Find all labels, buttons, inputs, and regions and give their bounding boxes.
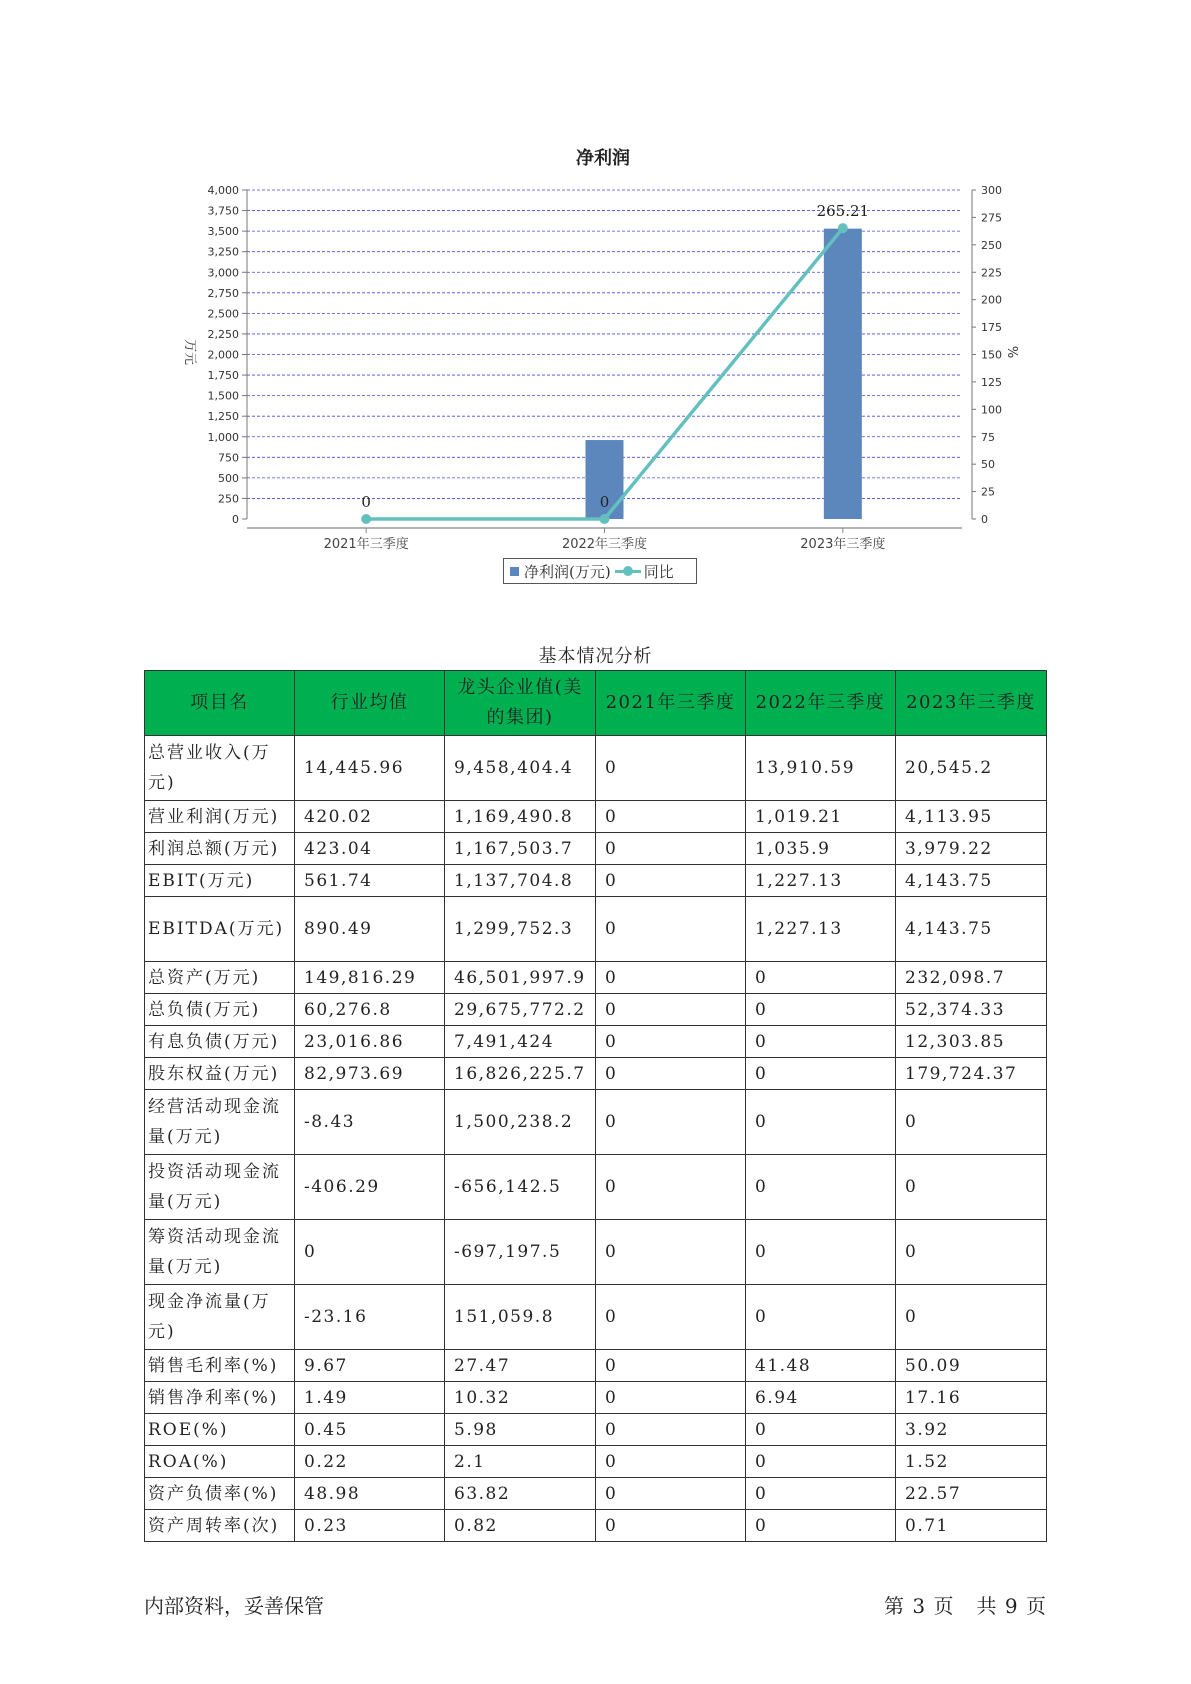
table-cell: 0.22 bbox=[295, 1446, 445, 1478]
table-cell: 27.47 bbox=[445, 1350, 596, 1382]
table-cell: 14,445.96 bbox=[295, 736, 445, 801]
page-suffix: 页 bbox=[1026, 1594, 1047, 1618]
table-cell: 48.98 bbox=[295, 1478, 445, 1510]
point-yoy bbox=[600, 514, 610, 524]
table-cell: 17.16 bbox=[896, 1382, 1047, 1414]
table-cell: 151,059.8 bbox=[445, 1285, 596, 1350]
table-cell: 0 bbox=[596, 801, 746, 833]
y2-tick-label: 0 bbox=[981, 513, 988, 526]
y-tick-label: 2,000 bbox=[207, 348, 239, 362]
table-cell: 0 bbox=[746, 1510, 896, 1542]
y2-tick-label: 50 bbox=[981, 458, 995, 472]
row-item-name: EBIT(万元) bbox=[145, 865, 295, 897]
point-yoy bbox=[838, 223, 848, 233]
table-cell: 2.1 bbox=[445, 1446, 596, 1478]
table-body bbox=[145, 736, 1047, 1542]
y-tick-label: 2,250 bbox=[207, 327, 239, 341]
y2-tick-label: 275 bbox=[981, 211, 1002, 225]
table-cell: 1,500,238.2 bbox=[445, 1090, 596, 1155]
data-label-yoy: 0 bbox=[361, 493, 371, 511]
table-cell: -697,197.5 bbox=[445, 1220, 596, 1285]
y-tick-label: 0 bbox=[232, 513, 239, 526]
table-cell: 0 bbox=[596, 833, 746, 865]
table-cell: 0.23 bbox=[295, 1510, 445, 1542]
table-cell: 9.67 bbox=[295, 1350, 445, 1382]
table-row bbox=[145, 1026, 1047, 1058]
point-yoy bbox=[361, 514, 371, 524]
y-tick-label: 3,000 bbox=[207, 266, 239, 280]
table-cell: 29,675,772.2 bbox=[445, 994, 596, 1026]
data-label-yoy: 0 bbox=[599, 493, 610, 511]
row-item-name: 利润总额(万元) bbox=[145, 833, 295, 865]
y2-tick-label: 175 bbox=[981, 321, 1002, 335]
table-cell: 1,227.13 bbox=[746, 897, 896, 962]
footer-page-number bbox=[884, 1590, 1047, 1619]
table-cell: 0 bbox=[746, 1414, 896, 1446]
row-item-name: 有息负债(万元) bbox=[145, 1026, 295, 1058]
analysis-table bbox=[144, 670, 1047, 1542]
table-cell: 0 bbox=[746, 1026, 896, 1058]
y2-tick-label: 25 bbox=[981, 485, 995, 499]
table-cell: 0 bbox=[596, 1382, 746, 1414]
table-cell: 10.32 bbox=[445, 1382, 596, 1414]
page-total-prefix: 共 bbox=[976, 1594, 998, 1618]
row-item-name: 销售净利率(%) bbox=[145, 1382, 295, 1414]
row-item-name: 现金净流量(万元) bbox=[145, 1285, 295, 1350]
table-cell: 0 bbox=[896, 1285, 1047, 1350]
page-current: 3 bbox=[912, 1594, 927, 1618]
table-cell: -656,142.5 bbox=[445, 1155, 596, 1220]
x-tick-label: 2022年三季度 bbox=[561, 537, 648, 552]
row-item-name: 经营活动现金流量(万元) bbox=[145, 1090, 295, 1155]
table-cell: 0 bbox=[596, 1090, 746, 1155]
table-cell: 0 bbox=[596, 1058, 746, 1090]
table-cell: 1.49 bbox=[295, 1382, 445, 1414]
table-cell: 0 bbox=[746, 1220, 896, 1285]
row-item-name: ROE(%) bbox=[145, 1414, 295, 1446]
table-row bbox=[145, 1220, 1047, 1285]
column-header: 2022年三季度 bbox=[746, 671, 896, 736]
table-cell: 1,167,503.7 bbox=[445, 833, 596, 865]
y-tick-label: 500 bbox=[218, 471, 239, 485]
table-cell: 0 bbox=[596, 1026, 746, 1058]
row-item-name: 营业利润(万元) bbox=[145, 801, 295, 833]
table-row bbox=[145, 962, 1047, 994]
y2-tick-label: 75 bbox=[981, 430, 995, 444]
table-cell: 0 bbox=[896, 1090, 1047, 1155]
column-header: 行业均值 bbox=[295, 671, 445, 736]
footer-confidential: 内部资料，妥善保管 bbox=[144, 1594, 324, 1618]
table-row bbox=[145, 1382, 1047, 1414]
legend-bar-label: 净利润(万元) bbox=[524, 562, 611, 581]
table-cell: 0 bbox=[596, 897, 746, 962]
row-item-name: 销售毛利率(%) bbox=[145, 1350, 295, 1382]
table-row bbox=[145, 1155, 1047, 1220]
table-cell: 13,910.59 bbox=[746, 736, 896, 801]
table-cell: 52,374.33 bbox=[896, 994, 1047, 1026]
table-cell: 41.48 bbox=[746, 1350, 896, 1382]
page-prefix: 第 bbox=[884, 1594, 906, 1618]
net-profit-chart bbox=[0, 0, 1191, 620]
table-row bbox=[145, 1414, 1047, 1446]
y2-tick-label: 125 bbox=[981, 375, 1002, 389]
table-cell: 0 bbox=[746, 1155, 896, 1220]
y-tick-label: 1,500 bbox=[207, 389, 239, 403]
table-cell: 0 bbox=[896, 1155, 1047, 1220]
table-cell: 0 bbox=[596, 1350, 746, 1382]
table-cell: 0 bbox=[596, 1478, 746, 1510]
table-cell: 82,973.69 bbox=[295, 1058, 445, 1090]
y-tick-label: 3,750 bbox=[207, 204, 239, 218]
table-row bbox=[145, 1510, 1047, 1542]
table-cell: 1.52 bbox=[896, 1446, 1047, 1478]
row-item-name: ROA(%) bbox=[145, 1446, 295, 1478]
y2-axis-label: % bbox=[1004, 345, 1019, 359]
table-row bbox=[145, 1350, 1047, 1382]
y-tick-label: 250 bbox=[218, 492, 239, 506]
legend-line-swatch bbox=[615, 566, 641, 576]
row-item-name: 筹资活动现金流量(万元) bbox=[145, 1220, 295, 1285]
table-cell: 0 bbox=[746, 1446, 896, 1478]
table-row bbox=[145, 833, 1047, 865]
table-cell: 0 bbox=[896, 1220, 1047, 1285]
table-cell: 0.45 bbox=[295, 1414, 445, 1446]
table-cell: 12,303.85 bbox=[896, 1026, 1047, 1058]
table-cell: 232,098.7 bbox=[896, 962, 1047, 994]
table-cell: 60,276.8 bbox=[295, 994, 445, 1026]
table-cell: 3,979.22 bbox=[896, 833, 1047, 865]
row-item-name: 总资产(万元) bbox=[145, 962, 295, 994]
table-cell: 0 bbox=[596, 1285, 746, 1350]
table-cell: 46,501,997.9 bbox=[445, 962, 596, 994]
table-cell: 0 bbox=[596, 736, 746, 801]
table-cell: 0.71 bbox=[896, 1510, 1047, 1542]
table-cell: 7,491,424 bbox=[445, 1026, 596, 1058]
table-row bbox=[145, 1478, 1047, 1510]
table-row bbox=[145, 1090, 1047, 1155]
table-cell: 0 bbox=[746, 1478, 896, 1510]
chart-title: 净利润 bbox=[576, 148, 630, 169]
page-mid: 页 bbox=[933, 1594, 955, 1618]
table-cell: 179,724.37 bbox=[896, 1058, 1047, 1090]
table-cell: 4,143.75 bbox=[896, 865, 1047, 897]
row-item-name: 总负债(万元) bbox=[145, 994, 295, 1026]
table-cell: 149,816.29 bbox=[295, 962, 445, 994]
table-cell: 0 bbox=[596, 962, 746, 994]
table-title: 基本情况分析 bbox=[538, 646, 653, 667]
table-cell: 0 bbox=[596, 994, 746, 1026]
table-cell: 63.82 bbox=[445, 1478, 596, 1510]
table-cell: 0 bbox=[596, 1510, 746, 1542]
table-cell: 0 bbox=[596, 865, 746, 897]
table-cell: -8.43 bbox=[295, 1090, 445, 1155]
x-tick-label: 2023年三季度 bbox=[800, 537, 886, 552]
column-header: 2021年三季度 bbox=[596, 671, 746, 736]
chart-legend[interactable] bbox=[503, 558, 697, 584]
column-header: 2023年三季度 bbox=[896, 671, 1047, 736]
y-tick-label: 1,250 bbox=[207, 410, 239, 424]
y2-tick-label: 200 bbox=[981, 293, 1002, 307]
table-cell: 6.94 bbox=[746, 1382, 896, 1414]
table-cell: 1,299,752.3 bbox=[445, 897, 596, 962]
table-cell: 0 bbox=[596, 1220, 746, 1285]
y-axis-label: 万元 bbox=[182, 338, 197, 366]
table-cell: 1,227.13 bbox=[746, 865, 896, 897]
row-item-name: 资产负债率(%) bbox=[145, 1478, 295, 1510]
table-row bbox=[145, 994, 1047, 1026]
y-tick-label: 1,000 bbox=[207, 430, 239, 444]
table-header-row bbox=[145, 671, 1047, 736]
y2-tick-label: 250 bbox=[981, 238, 1002, 252]
chart-canvas bbox=[0, 0, 1191, 620]
table-row bbox=[145, 1058, 1047, 1090]
table-cell: 0 bbox=[746, 1285, 896, 1350]
column-header: 项目名 bbox=[145, 671, 295, 736]
table-cell: 20,545.2 bbox=[896, 736, 1047, 801]
table-cell: -23.16 bbox=[295, 1285, 445, 1350]
page-total: 9 bbox=[1004, 1594, 1019, 1618]
table-row bbox=[145, 736, 1047, 801]
y-tick-label: 2,500 bbox=[207, 307, 239, 321]
table-cell: 22.57 bbox=[896, 1478, 1047, 1510]
y-tick-label: 4,000 bbox=[207, 184, 239, 197]
bar-net-profit bbox=[824, 229, 862, 519]
table-cell: 0 bbox=[746, 1090, 896, 1155]
table-row bbox=[145, 1446, 1047, 1478]
y-tick-label: 3,500 bbox=[207, 225, 239, 239]
table-cell: 23,016.86 bbox=[295, 1026, 445, 1058]
table-cell: 3.92 bbox=[896, 1414, 1047, 1446]
table-cell: -406.29 bbox=[295, 1155, 445, 1220]
table-cell: 0.82 bbox=[445, 1510, 596, 1542]
table-cell: 1,035.9 bbox=[746, 833, 896, 865]
table-cell: 423.04 bbox=[295, 833, 445, 865]
table-cell: 4,143.75 bbox=[896, 897, 1047, 962]
table-cell: 5.98 bbox=[445, 1414, 596, 1446]
table-row bbox=[145, 897, 1047, 962]
table-cell: 0 bbox=[596, 1446, 746, 1478]
y-tick-label: 2,750 bbox=[207, 286, 239, 300]
table-cell: 1,019.21 bbox=[746, 801, 896, 833]
table-cell: 16,826,225.7 bbox=[445, 1058, 596, 1090]
table-row bbox=[145, 801, 1047, 833]
legend-line-label: 同比 bbox=[643, 562, 674, 581]
table-cell: 0 bbox=[746, 994, 896, 1026]
table-row bbox=[145, 1285, 1047, 1350]
y2-tick-label: 300 bbox=[981, 184, 1002, 197]
y-tick-label: 3,250 bbox=[207, 245, 239, 259]
row-item-name: 总营业收入(万元) bbox=[145, 736, 295, 801]
legend-bar-swatch bbox=[510, 567, 519, 576]
table-cell: 1,137,704.8 bbox=[445, 865, 596, 897]
table-cell: 420.02 bbox=[295, 801, 445, 833]
y-tick-label: 750 bbox=[218, 451, 239, 465]
data-label-yoy: 265.21 bbox=[816, 202, 870, 221]
row-item-name: 资产周转率(次) bbox=[145, 1510, 295, 1542]
row-item-name: 投资活动现金流量(万元) bbox=[145, 1155, 295, 1220]
table-cell: 890.49 bbox=[295, 897, 445, 962]
y-tick-label: 1,750 bbox=[207, 369, 239, 383]
table-cell: 50.09 bbox=[896, 1350, 1047, 1382]
table-cell: 0 bbox=[746, 1058, 896, 1090]
table-cell: 0 bbox=[746, 962, 896, 994]
y2-tick-label: 225 bbox=[981, 266, 1002, 280]
y2-tick-label: 150 bbox=[981, 348, 1002, 362]
x-tick-label: 2021年三季度 bbox=[323, 537, 409, 552]
table-cell: 4,113.95 bbox=[896, 801, 1047, 833]
table-cell: 561.74 bbox=[295, 865, 445, 897]
table-row bbox=[145, 865, 1047, 897]
y2-tick-label: 100 bbox=[981, 403, 1002, 417]
table-cell: 0 bbox=[596, 1414, 746, 1446]
table-cell: 1,169,490.8 bbox=[445, 801, 596, 833]
row-item-name: EBITDA(万元) bbox=[145, 897, 295, 962]
column-header: 龙头企业值(美的集团) bbox=[445, 671, 596, 736]
table-cell: 9,458,404.4 bbox=[445, 736, 596, 801]
table-cell: 0 bbox=[295, 1220, 445, 1285]
row-item-name: 股东权益(万元) bbox=[145, 1058, 295, 1090]
table-cell: 0 bbox=[596, 1155, 746, 1220]
